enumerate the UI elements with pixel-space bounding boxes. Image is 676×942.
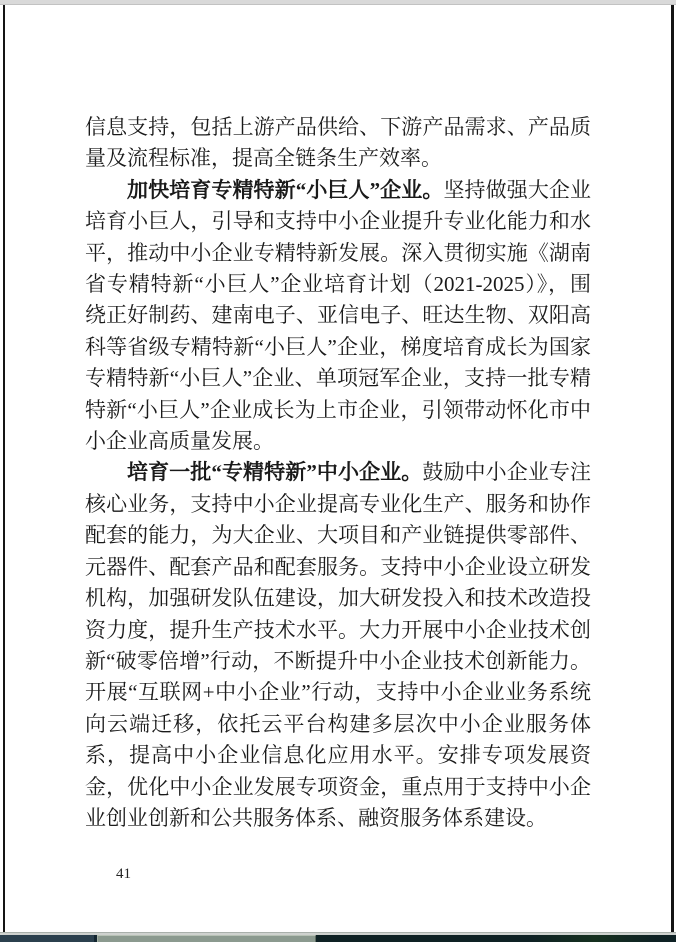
paragraph-little-giant-enterprises: [85, 175, 591, 458]
page-left-edge-line: [3, 5, 5, 932]
paragraph-text: 信息支持，包括上游产品供给、下游产品需求、产品质量及流程标准，提高全链条生产效率。: [85, 115, 591, 171]
scrollbar-track-left[interactable]: [0, 935, 97, 942]
paragraph-chain-efficiency: [85, 112, 591, 175]
page-number: 41: [116, 866, 131, 882]
paragraph-sme-cultivation: [85, 457, 591, 834]
horizontal-scrollbar[interactable]: [0, 935, 676, 942]
scrollbar-thumb[interactable]: [97, 935, 316, 942]
paragraph-lead-bold: 培育一批“专精特新”中小企业。: [127, 460, 423, 485]
page-text: [85, 112, 591, 834]
page-right-edge-line: [671, 5, 674, 932]
window-top-edge: [0, 0, 676, 5]
paragraph-lead-bold: 加快培育专精特新“小巨人”企业。: [127, 177, 444, 202]
paragraph-text: 鼓励中小企业专注核心业务，支持中小企业提高专业化生产、服务和协作配套的能力，为大企业、大项目和产业链提供零部件、元器件、配套产品和配套服务。支持中小企业设立研发机构，加强研发队伍建设，加大研发投入和技术改造投资力度，提升生产技术水平。大力开展中小企业技术创新“破零倍增”行动，不断提升中小企业技术创新能力。开展“互联网+中小企业”行动，支持中小企业业务系统向云端迁移，依托云平台构建多层次中小企业服务体系，提高中小企业信息化应用水平。安排专项发展资金，优化中小企业发展专项资金，重点用于支持中小企业创业创新和公共服务体系、融资服务体系建设。: [85, 460, 592, 830]
paragraph-text: 坚持做强大企业培育小巨人，引导和支持中小企业提升专业化能力和水平，推动中小企业专精特新发展。深入贯彻实施《湖南省专精特新“小巨人”企业培育计划（2021-2025）》，围绕正好制药、建南电子、亚信电子、旺达生物、双阳高科等省级专精特新“小巨人”企业，梯度培育成长为国家专精特新“小巨人”企业、单项冠军企业，支持一批专精特新“小巨人”企业成长为上市企业，引领带动怀化市中小企业高质量发展。: [85, 177, 591, 454]
